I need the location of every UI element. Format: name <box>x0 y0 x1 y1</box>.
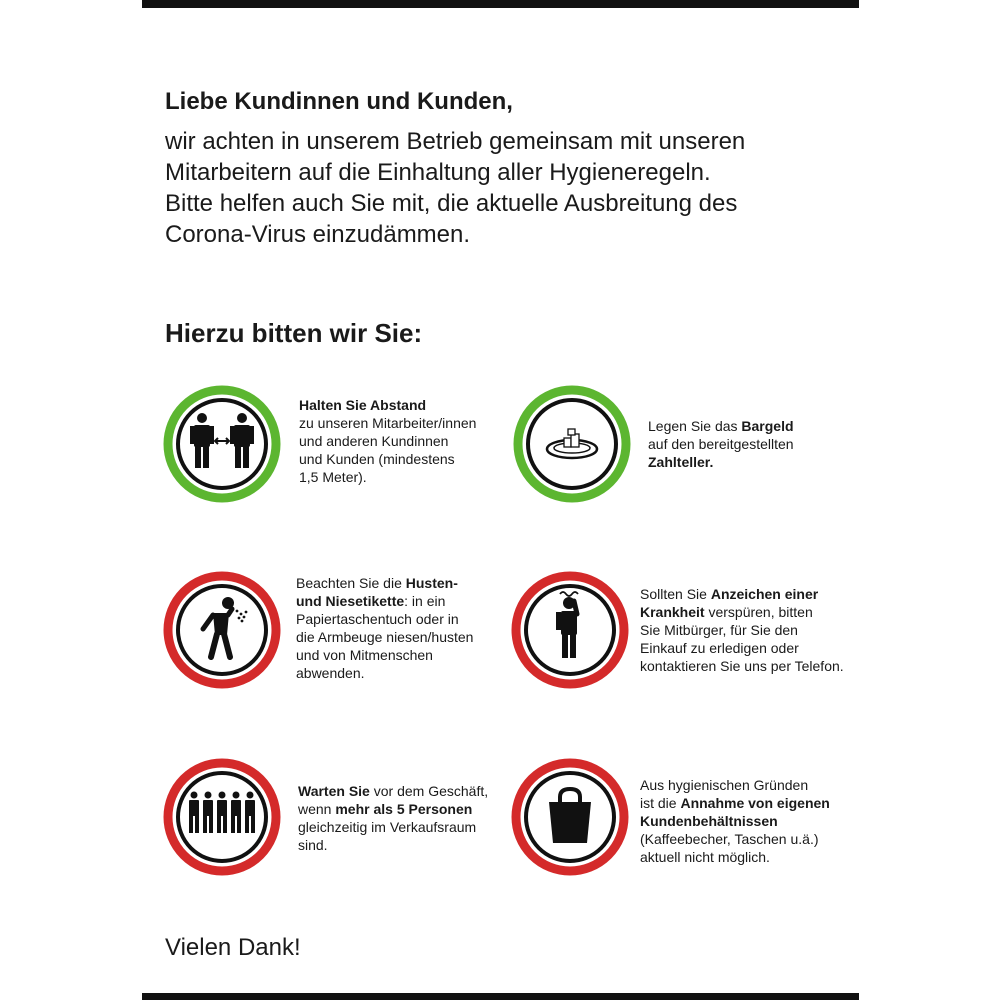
text-line <box>640 794 830 812</box>
text-line: abwenden. <box>296 665 365 681</box>
text-bold: Annahme von eigenen <box>680 795 830 811</box>
text-line: Sie Mitbürger, für Sie den <box>640 622 798 638</box>
text-line: und anderen Kundinnen <box>299 433 449 449</box>
intro-paragraph <box>165 126 845 250</box>
text-normal: Sollten Sie <box>640 586 711 602</box>
text-bold: mehr als 5 Personen <box>335 801 473 817</box>
own-containers-sign <box>511 758 629 876</box>
text-bold: Kundenbehältnissen <box>640 813 778 829</box>
intro-line: Mitarbeitern auf die Einhaltung aller Hygieneregeln. <box>165 159 711 186</box>
text-normal: Beachten Sie die <box>296 575 406 591</box>
distance-text <box>299 396 476 486</box>
text-line: sind. <box>298 837 328 853</box>
text-line <box>648 417 794 435</box>
intro-line: Corona-Virus einzudämmen. <box>165 221 471 248</box>
text-line <box>640 603 844 621</box>
two-people-distance-icon <box>163 385 281 503</box>
text-line <box>640 585 844 603</box>
intro-line: Bitte helfen auch Sie mit, die aktuelle Ausbreitung des <box>165 190 738 217</box>
greeting-heading: Liebe Kundinnen und Kunden, <box>165 88 513 115</box>
text-line: Einkauf zu erledigen oder <box>640 640 799 656</box>
text-line: zu unseren Mitarbeiter/innen <box>299 415 477 431</box>
cough-text <box>296 574 473 682</box>
sneezing-person-icon <box>163 571 281 689</box>
text-bold: Bargeld <box>741 418 794 434</box>
text-line <box>298 800 488 818</box>
text-line: die Armbeuge niesen/husten <box>296 629 474 645</box>
closing-thanks: Vielen Dank! <box>165 934 301 961</box>
text-bold: Husten- <box>405 575 458 591</box>
illness-text <box>640 585 844 675</box>
text-line <box>296 574 473 592</box>
text-normal: ist die <box>640 795 681 811</box>
text-line: gleichzeitig im Verkaufsraum <box>298 819 477 835</box>
wait-text <box>298 782 488 854</box>
text-normal: wenn <box>298 801 336 817</box>
text-line: auf den bereitgestellten <box>648 436 794 452</box>
text-bold: Halten Sie Abstand <box>299 397 427 413</box>
bottom-border-bar <box>142 993 859 1000</box>
text-bold: und Niesetikette <box>296 593 405 609</box>
rules-heading: Hierzu bitten wir Sie: <box>165 318 423 348</box>
text-line: (Kaffeebecher, Taschen u.ä.) <box>640 831 819 847</box>
text-bold: Krankheit <box>640 604 705 620</box>
text-normal: Legen Sie das <box>648 418 742 434</box>
text-line: und Kunden (mindestens <box>299 451 455 467</box>
text-line: aktuell nicht möglich. <box>640 849 770 865</box>
top-border-bar <box>142 0 859 8</box>
containers-text <box>640 776 830 866</box>
text-normal: : in ein <box>404 593 446 609</box>
illness-sign <box>511 571 629 689</box>
text-normal: verspüren, bitten <box>704 604 813 620</box>
text-line <box>648 453 794 471</box>
intro-line: wir achten in unserem Betrieb gemeinsam mit unseren <box>165 128 746 155</box>
sick-person-icon <box>511 571 629 689</box>
text-bold: Zahlteller. <box>648 454 714 470</box>
wait-outside-sign <box>163 758 281 876</box>
text-line: Papiertaschentuch oder in <box>296 611 459 627</box>
cough-etiquette-sign <box>163 571 281 689</box>
text-normal: vor dem Geschäft, <box>369 783 489 799</box>
distance-sign <box>163 385 281 503</box>
text-bold: Anzeichen einer <box>710 586 819 602</box>
text-line: 1,5 Meter). <box>299 469 367 485</box>
cash-text <box>648 417 794 471</box>
text-line <box>640 812 830 830</box>
coin-tray-icon <box>513 385 631 503</box>
cash-tray-sign <box>513 385 631 503</box>
text-line: kontaktieren Sie uns per Telefon. <box>640 658 844 674</box>
shopping-bag-icon <box>511 758 629 876</box>
group-of-people-icon <box>163 758 281 876</box>
text-line: Aus hygienischen Gründen <box>640 777 809 793</box>
text-line <box>299 396 476 414</box>
text-line <box>296 592 473 610</box>
text-line: und von Mitmenschen <box>296 647 433 663</box>
text-line <box>298 782 488 800</box>
text-bold: Warten Sie <box>298 783 370 799</box>
